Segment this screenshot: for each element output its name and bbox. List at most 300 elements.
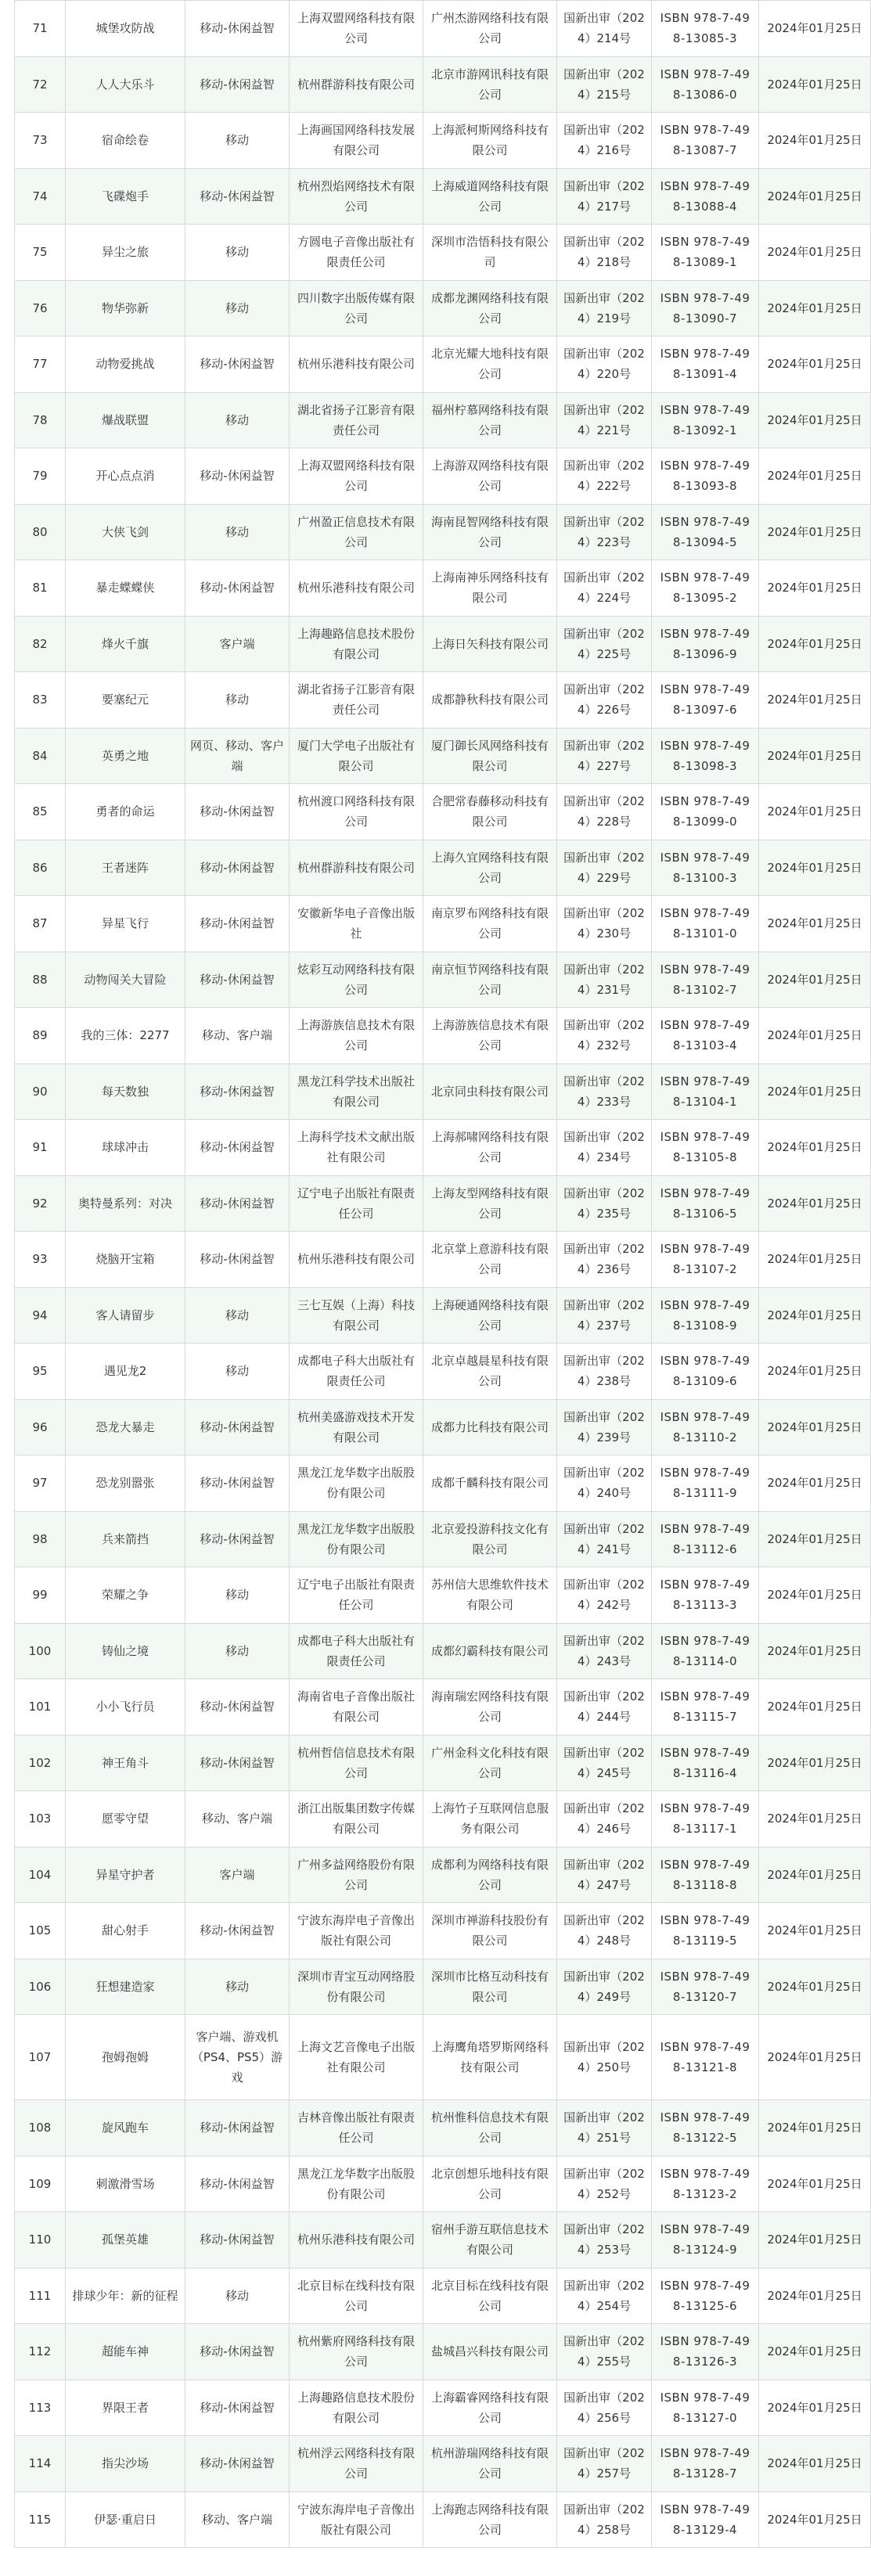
game-type-cell: 移动-休闲益智: [185, 2212, 290, 2268]
game-name-cell: 爆战联盟: [66, 392, 185, 448]
approval-date-cell: 2024年01月25日: [759, 1175, 871, 1232]
game-type-cell: 移动-休闲益智: [185, 784, 290, 840]
isbn-cell: ISBN 978-7-498-13116-4: [652, 1735, 759, 1791]
row-number-cell: 74: [15, 168, 66, 225]
approval-number-cell: 国新出审（2024）215号: [557, 56, 652, 113]
game-name-cell: 要塞纪元: [66, 672, 185, 729]
isbn-cell: ISBN 978-7-498-13102-7: [652, 952, 759, 1008]
table-row: [15, 952, 871, 1008]
game-name-cell: 大侠飞剑: [66, 504, 185, 560]
approval-date-cell: 2024年01月25日: [759, 1455, 871, 1512]
publisher-cell: 上海画国网络科技发展有限公司: [290, 113, 423, 169]
operator-cell: 杭州惟科信息技术有限公司: [423, 2100, 557, 2157]
game-type-cell: 移动-休闲益智: [185, 56, 290, 113]
game-name-cell: 旋风跑车: [66, 2100, 185, 2157]
game-type-cell: 移动-休闲益智: [185, 952, 290, 1008]
row-number-cell: 105: [15, 1903, 66, 1959]
table-row: [15, 168, 871, 225]
approval-number-cell: 国新出审（2024）218号: [557, 225, 652, 281]
table-row: [15, 1175, 871, 1232]
game-name-cell: 甜心射手: [66, 1903, 185, 1959]
isbn-cell: ISBN 978-7-498-13095-2: [652, 560, 759, 617]
isbn-cell: ISBN 978-7-498-13127-0: [652, 2380, 759, 2436]
game-name-cell: 神王角斗: [66, 1735, 185, 1791]
approval-number-cell: 国新出审（2024）219号: [557, 280, 652, 336]
isbn-cell: ISBN 978-7-498-13098-3: [652, 728, 759, 784]
game-name-cell: 奥特曼系列：对决: [66, 1175, 185, 1232]
game-name-cell: 小小飞行员: [66, 1679, 185, 1736]
isbn-cell: ISBN 978-7-498-13128-7: [652, 2436, 759, 2492]
row-number-cell: 94: [15, 1287, 66, 1344]
operator-cell: 深圳市浩悟科技有限公司: [423, 225, 557, 281]
publisher-cell: 上海文艺音像电子出版社有限公司: [290, 2015, 423, 2100]
publisher-cell: 黑龙江龙华数字出版股份有限公司: [290, 1511, 423, 1567]
publisher-cell: 上海科学技术文献出版社有限公司: [290, 1120, 423, 1176]
game-name-cell: 异尘之旅: [66, 225, 185, 281]
table-row: [15, 2324, 871, 2380]
table-row: [15, 1791, 871, 1847]
operator-cell: 成都龙渊网络科技有限公司: [423, 280, 557, 336]
operator-cell: 盐城昌兴科技有限公司: [423, 2324, 557, 2380]
approval-date-cell: 2024年01月25日: [759, 2212, 871, 2268]
table-body: [15, 1, 871, 2548]
operator-cell: 上海鹰角塔罗斯网络科技有限公司: [423, 2015, 557, 2100]
table-row: [15, 1455, 871, 1512]
game-name-cell: 烧脑开宝箱: [66, 1232, 185, 1288]
operator-cell: 宿州手游互联信息技术有限公司: [423, 2212, 557, 2268]
table-row: [15, 2380, 871, 2436]
game-type-cell: 移动-休闲益智: [185, 1735, 290, 1791]
game-type-cell: 移动-休闲益智: [185, 840, 290, 896]
operator-cell: 上海派柯斯网络科技有限公司: [423, 113, 557, 169]
publisher-cell: 宁波东海岸电子音像出版社有限公司: [290, 2491, 423, 2548]
game-name-cell: 飞碟炮手: [66, 168, 185, 225]
row-number-cell: 87: [15, 896, 66, 952]
publisher-cell: 成都电子科大出版社有限责任公司: [290, 1623, 423, 1679]
publisher-cell: 上海双盟网络科技有限公司: [290, 1, 423, 57]
operator-cell: 上海竹子互联网信息服务有限公司: [423, 1791, 557, 1847]
table-row: [15, 504, 871, 560]
row-number-cell: 90: [15, 1063, 66, 1120]
game-name-cell: 王者迷阵: [66, 840, 185, 896]
operator-cell: 上海硬通网络科技有限公司: [423, 1287, 557, 1344]
publisher-cell: 成都电子科大出版社有限责任公司: [290, 1344, 423, 1400]
row-number-cell: 71: [15, 1, 66, 57]
approval-number-cell: 国新出审（2024）255号: [557, 2324, 652, 2380]
table-row: [15, 392, 871, 448]
game-type-cell: 移动-休闲益智: [185, 2436, 290, 2492]
publisher-cell: 三七互娱（上海）科技有限公司: [290, 1287, 423, 1344]
isbn-cell: ISBN 978-7-498-13104-1: [652, 1063, 759, 1120]
game-name-cell: 孢姆孢姆: [66, 2015, 185, 2100]
game-name-cell: 刺激滑雪场: [66, 2156, 185, 2212]
approval-number-cell: 国新出审（2024）257号: [557, 2436, 652, 2492]
table-row: [15, 1959, 871, 2015]
row-number-cell: 72: [15, 56, 66, 113]
isbn-cell: ISBN 978-7-498-13091-4: [652, 336, 759, 393]
table-row: [15, 56, 871, 113]
row-number-cell: 112: [15, 2324, 66, 2380]
row-number-cell: 109: [15, 2156, 66, 2212]
table-row: [15, 1511, 871, 1567]
game-approval-table: [14, 0, 871, 2548]
table-row: [15, 1008, 871, 1064]
approval-date-cell: 2024年01月25日: [759, 1344, 871, 1400]
game-type-cell: 移动-休闲益智: [185, 2380, 290, 2436]
isbn-cell: ISBN 978-7-498-13100-3: [652, 840, 759, 896]
publisher-cell: 杭州哲信信息技术有限公司: [290, 1735, 423, 1791]
game-type-cell: 移动-休闲益智: [185, 1232, 290, 1288]
approval-number-cell: 国新出审（2024）230号: [557, 896, 652, 952]
isbn-cell: ISBN 978-7-498-13121-8: [652, 2015, 759, 2100]
row-number-cell: 85: [15, 784, 66, 840]
table-row: [15, 616, 871, 672]
row-number-cell: 76: [15, 280, 66, 336]
game-name-cell: 宿命绘卷: [66, 113, 185, 169]
isbn-cell: ISBN 978-7-498-13101-0: [652, 896, 759, 952]
approval-date-cell: 2024年01月25日: [759, 1959, 871, 2015]
isbn-cell: ISBN 978-7-498-13093-8: [652, 448, 759, 505]
row-number-cell: 114: [15, 2436, 66, 2492]
isbn-cell: ISBN 978-7-498-13111-9: [652, 1455, 759, 1512]
approval-number-cell: 国新出审（2024）234号: [557, 1120, 652, 1176]
table-row: [15, 1399, 871, 1455]
approval-date-cell: 2024年01月25日: [759, 448, 871, 505]
game-type-cell: 移动: [185, 672, 290, 729]
operator-cell: 北京创想乐地科技有限公司: [423, 2156, 557, 2212]
approval-number-cell: 国新出审（2024）214号: [557, 1, 652, 57]
table-row: [15, 1287, 871, 1344]
approval-number-cell: 国新出审（2024）258号: [557, 2491, 652, 2548]
publisher-cell: 广州盈正信息技术有限公司: [290, 504, 423, 560]
row-number-cell: 99: [15, 1567, 66, 1624]
publisher-cell: 浙江出版集团数字传媒有限公司: [290, 1791, 423, 1847]
game-type-cell: 移动-休闲益智: [185, 448, 290, 505]
game-type-cell: 移动: [185, 1567, 290, 1624]
game-type-cell: 移动-休闲益智: [185, 1063, 290, 1120]
approval-date-cell: 2024年01月25日: [759, 1679, 871, 1736]
publisher-cell: 杭州乐港科技有限公司: [290, 1232, 423, 1288]
game-type-cell: 移动-休闲益智: [185, 2100, 290, 2157]
game-type-cell: 移动、客户端: [185, 1008, 290, 1064]
game-name-cell: 超能车神: [66, 2324, 185, 2380]
approval-number-cell: 国新出审（2024）250号: [557, 2015, 652, 2100]
publisher-cell: 吉林音像出版社有限责任公司: [290, 2100, 423, 2157]
table-row: [15, 1623, 871, 1679]
approval-date-cell: 2024年01月25日: [759, 2015, 871, 2100]
approval-date-cell: 2024年01月25日: [759, 56, 871, 113]
game-name-cell: 铸仙之境: [66, 1623, 185, 1679]
row-number-cell: 93: [15, 1232, 66, 1288]
approval-number-cell: 国新出审（2024）252号: [557, 2156, 652, 2212]
game-type-cell: 客户端、游戏机（PS4、PS5）游戏: [185, 2015, 290, 2100]
approval-date-cell: 2024年01月25日: [759, 2100, 871, 2157]
row-number-cell: 80: [15, 504, 66, 560]
approval-number-cell: 国新出审（2024）232号: [557, 1008, 652, 1064]
table-row: [15, 1344, 871, 1400]
game-type-cell: 移动: [185, 392, 290, 448]
table-row: [15, 784, 871, 840]
row-number-cell: 95: [15, 1344, 66, 1400]
table-row: [15, 225, 871, 281]
approval-number-cell: 国新出审（2024）227号: [557, 728, 652, 784]
publisher-cell: 黑龙江龙华数字出版股份有限公司: [290, 1455, 423, 1512]
publisher-cell: 杭州群游科技有限公司: [290, 56, 423, 113]
row-number-cell: 107: [15, 2015, 66, 2100]
game-name-cell: 物华弥新: [66, 280, 185, 336]
game-type-cell: 移动-休闲益智: [185, 2324, 290, 2380]
operator-cell: 北京目标在线科技有限公司: [423, 2268, 557, 2324]
row-number-cell: 111: [15, 2268, 66, 2324]
operator-cell: 广州金科文化科技有限公司: [423, 1735, 557, 1791]
approval-number-cell: 国新出审（2024）253号: [557, 2212, 652, 2268]
game-name-cell: 遇见龙2: [66, 1344, 185, 1400]
publisher-cell: 上海趣路信息技术股份有限公司: [290, 2380, 423, 2436]
table-row: [15, 1903, 871, 1959]
game-type-cell: 移动-休闲益智: [185, 1120, 290, 1176]
isbn-cell: ISBN 978-7-498-13122-5: [652, 2100, 759, 2157]
game-type-cell: 移动: [185, 1959, 290, 2015]
table-row: [15, 1567, 871, 1624]
game-type-cell: 移动-休闲益智: [185, 896, 290, 952]
approval-number-cell: 国新出审（2024）229号: [557, 840, 652, 896]
isbn-cell: ISBN 978-7-498-13125-6: [652, 2268, 759, 2324]
publisher-cell: 宁波东海岸电子音像出版社有限公司: [290, 1903, 423, 1959]
table-row: [15, 728, 871, 784]
game-name-cell: 恐龙大暴走: [66, 1399, 185, 1455]
approval-number-cell: 国新出审（2024）238号: [557, 1344, 652, 1400]
table-row: [15, 1, 871, 57]
publisher-cell: 四川数字出版传媒有限公司: [290, 280, 423, 336]
operator-cell: 南京恒节网络科技有限公司: [423, 952, 557, 1008]
game-name-cell: 界限王者: [66, 2380, 185, 2436]
approval-date-cell: 2024年01月25日: [759, 280, 871, 336]
operator-cell: 上海跑志网络科技有限公司: [423, 2491, 557, 2548]
operator-cell: 成都静秋科技有限公司: [423, 672, 557, 729]
approval-number-cell: 国新出审（2024）223号: [557, 504, 652, 560]
operator-cell: 杭州游瑞网络科技有限公司: [423, 2436, 557, 2492]
operator-cell: 上海游双网络科技有限公司: [423, 448, 557, 505]
approval-number-cell: 国新出审（2024）235号: [557, 1175, 652, 1232]
operator-cell: 上海威道网络科技有限公司: [423, 168, 557, 225]
game-type-cell: 移动-休闲益智: [185, 1455, 290, 1512]
approval-date-cell: 2024年01月25日: [759, 1623, 871, 1679]
approval-number-cell: 国新出审（2024）217号: [557, 168, 652, 225]
operator-cell: 福州柠慕网络科技有限公司: [423, 392, 557, 448]
isbn-cell: ISBN 978-7-498-13094-5: [652, 504, 759, 560]
approval-date-cell: 2024年01月25日: [759, 1847, 871, 1903]
operator-cell: 成都千麟科技有限公司: [423, 1455, 557, 1512]
operator-cell: 合肥常春藤移动科技有限公司: [423, 784, 557, 840]
approval-number-cell: 国新出审（2024）226号: [557, 672, 652, 729]
publisher-cell: 杭州群游科技有限公司: [290, 840, 423, 896]
game-type-cell: 移动-休闲益智: [185, 336, 290, 393]
table-row: [15, 448, 871, 505]
isbn-cell: ISBN 978-7-498-13105-8: [652, 1120, 759, 1176]
publisher-cell: 方圆电子音像出版社有限责任公司: [290, 225, 423, 281]
approval-number-cell: 国新出审（2024）225号: [557, 616, 652, 672]
isbn-cell: ISBN 978-7-498-13126-3: [652, 2324, 759, 2380]
approval-number-cell: 国新出审（2024）239号: [557, 1399, 652, 1455]
approval-date-cell: 2024年01月25日: [759, 168, 871, 225]
approval-number-cell: 国新出审（2024）222号: [557, 448, 652, 505]
operator-cell: 北京掌上意游科技有限公司: [423, 1232, 557, 1288]
row-number-cell: 102: [15, 1735, 66, 1791]
publisher-cell: 上海双盟网络科技有限公司: [290, 448, 423, 505]
game-name-cell: 异星飞行: [66, 896, 185, 952]
game-type-cell: 移动-休闲益智: [185, 1399, 290, 1455]
game-type-cell: 移动: [185, 113, 290, 169]
table-row: [15, 2212, 871, 2268]
approval-number-cell: 国新出审（2024）248号: [557, 1903, 652, 1959]
table-row: [15, 1679, 871, 1736]
publisher-cell: 杭州乐港科技有限公司: [290, 336, 423, 393]
publisher-cell: 辽宁电子出版社有限责任公司: [290, 1567, 423, 1624]
publisher-cell: 杭州乐港科技有限公司: [290, 2212, 423, 2268]
approval-date-cell: 2024年01月25日: [759, 1063, 871, 1120]
publisher-cell: 杭州美盛游戏技术开发有限公司: [290, 1399, 423, 1455]
operator-cell: 北京市游网讯科技有限公司: [423, 56, 557, 113]
publisher-cell: 上海游族信息技术有限公司: [290, 1008, 423, 1064]
game-name-cell: 客人请留步: [66, 1287, 185, 1344]
game-type-cell: 移动-休闲益智: [185, 560, 290, 617]
approval-number-cell: 国新出审（2024）254号: [557, 2268, 652, 2324]
game-type-cell: 移动-休闲益智: [185, 1175, 290, 1232]
isbn-cell: ISBN 978-7-498-13097-6: [652, 672, 759, 729]
approval-date-cell: 2024年01月25日: [759, 2324, 871, 2380]
game-type-cell: 移动: [185, 280, 290, 336]
approval-number-cell: 国新出审（2024）221号: [557, 392, 652, 448]
operator-cell: 成都力比科技有限公司: [423, 1399, 557, 1455]
game-type-cell: 移动-休闲益智: [185, 168, 290, 225]
approval-number-cell: 国新出审（2024）247号: [557, 1847, 652, 1903]
row-number-cell: 106: [15, 1959, 66, 2015]
table-row: [15, 113, 871, 169]
approval-number-cell: 国新出审（2024）246号: [557, 1791, 652, 1847]
isbn-cell: ISBN 978-7-498-13103-4: [652, 1008, 759, 1064]
approval-date-cell: 2024年01月25日: [759, 784, 871, 840]
publisher-cell: 杭州浮云网络科技有限公司: [290, 2436, 423, 2492]
game-name-cell: 勇者的命运: [66, 784, 185, 840]
operator-cell: 南京罗布网络科技有限公司: [423, 896, 557, 952]
operator-cell: 上海日矢科技有限公司: [423, 616, 557, 672]
approval-date-cell: 2024年01月25日: [759, 840, 871, 896]
game-type-cell: 移动、客户端: [185, 1791, 290, 1847]
approval-number-cell: 国新出审（2024）220号: [557, 336, 652, 393]
row-number-cell: 96: [15, 1399, 66, 1455]
publisher-cell: 黑龙江龙华数字出版股份有限公司: [290, 2156, 423, 2212]
game-type-cell: 移动、客户端: [185, 2491, 290, 2548]
isbn-cell: ISBN 978-7-498-13106-5: [652, 1175, 759, 1232]
game-type-cell: 移动: [185, 1344, 290, 1400]
table-row: [15, 672, 871, 729]
approval-number-cell: 国新出审（2024）243号: [557, 1623, 652, 1679]
table-row: [15, 1063, 871, 1120]
row-number-cell: 83: [15, 672, 66, 729]
operator-cell: 深圳市比格互动科技有限公司: [423, 1959, 557, 2015]
approval-number-cell: 国新出审（2024）242号: [557, 1567, 652, 1624]
operator-cell: 上海游族信息技术有限公司: [423, 1008, 557, 1064]
game-name-cell: 每天数独: [66, 1063, 185, 1120]
isbn-cell: ISBN 978-7-498-13108-9: [652, 1287, 759, 1344]
row-number-cell: 100: [15, 1623, 66, 1679]
game-type-cell: 移动: [185, 225, 290, 281]
row-number-cell: 75: [15, 225, 66, 281]
row-number-cell: 81: [15, 560, 66, 617]
publisher-cell: 深圳市青宝互动网络股份有限公司: [290, 1959, 423, 2015]
game-name-cell: 恐龙别嚣张: [66, 1455, 185, 1512]
game-type-cell: 移动-休闲益智: [185, 1511, 290, 1567]
isbn-cell: ISBN 978-7-498-13119-5: [652, 1903, 759, 1959]
approval-date-cell: 2024年01月25日: [759, 1120, 871, 1176]
approval-date-cell: 2024年01月25日: [759, 1511, 871, 1567]
operator-cell: 北京光耀大地科技有限公司: [423, 336, 557, 393]
approval-date-cell: 2024年01月25日: [759, 2380, 871, 2436]
approval-date-cell: 2024年01月25日: [759, 1287, 871, 1344]
publisher-cell: 炫彩互动网络科技有限公司: [290, 952, 423, 1008]
game-type-cell: 移动: [185, 1623, 290, 1679]
table-row: [15, 2491, 871, 2548]
publisher-cell: 广州多益网络股份有限公司: [290, 1847, 423, 1903]
approval-date-cell: 2024年01月25日: [759, 2156, 871, 2212]
row-number-cell: 84: [15, 728, 66, 784]
approval-date-cell: 2024年01月25日: [759, 1791, 871, 1847]
approval-date-cell: 2024年01月25日: [759, 225, 871, 281]
row-number-cell: 104: [15, 1847, 66, 1903]
table-row: [15, 560, 871, 617]
isbn-cell: ISBN 978-7-498-13118-8: [652, 1847, 759, 1903]
publisher-cell: 黑龙江科学技术出版社有限公司: [290, 1063, 423, 1120]
game-type-cell: 移动: [185, 1287, 290, 1344]
row-number-cell: 92: [15, 1175, 66, 1232]
row-number-cell: 86: [15, 840, 66, 896]
game-name-cell: 狂想建造家: [66, 1959, 185, 2015]
table-row: [15, 336, 871, 393]
game-type-cell: 移动-休闲益智: [185, 1, 290, 57]
row-number-cell: 79: [15, 448, 66, 505]
approval-number-cell: 国新出审（2024）224号: [557, 560, 652, 617]
table-row: [15, 1232, 871, 1288]
game-name-cell: 动物爱挑战: [66, 336, 185, 393]
game-type-cell: 移动-休闲益智: [185, 1903, 290, 1959]
isbn-cell: ISBN 978-7-498-13109-6: [652, 1344, 759, 1400]
game-name-cell: 愿零守望: [66, 1791, 185, 1847]
row-number-cell: 115: [15, 2491, 66, 2548]
operator-cell: 上海久宜网络科技有限公司: [423, 840, 557, 896]
approval-number-cell: 国新出审（2024）240号: [557, 1455, 652, 1512]
approval-date-cell: 2024年01月25日: [759, 504, 871, 560]
approval-number-cell: 国新出审（2024）249号: [557, 1959, 652, 2015]
isbn-cell: ISBN 978-7-498-13124-9: [652, 2212, 759, 2268]
table-row: [15, 2268, 871, 2324]
approval-date-cell: 2024年01月25日: [759, 952, 871, 1008]
approval-date-cell: 2024年01月25日: [759, 1008, 871, 1064]
operator-cell: 上海郝啸网络科技有限公司: [423, 1120, 557, 1176]
isbn-cell: ISBN 978-7-498-13090-7: [652, 280, 759, 336]
approval-date-cell: 2024年01月25日: [759, 1903, 871, 1959]
approval-number-cell: 国新出审（2024）216号: [557, 113, 652, 169]
publisher-cell: 杭州紫府网络科技有限公司: [290, 2324, 423, 2380]
isbn-cell: ISBN 978-7-498-13120-7: [652, 1959, 759, 2015]
game-type-cell: 客户端: [185, 1847, 290, 1903]
approval-number-cell: 国新出审（2024）236号: [557, 1232, 652, 1288]
game-name-cell: 排球少年：新的征程: [66, 2268, 185, 2324]
table-row: [15, 840, 871, 896]
approval-date-cell: 2024年01月25日: [759, 1567, 871, 1624]
isbn-cell: ISBN 978-7-498-13092-1: [652, 392, 759, 448]
approval-date-cell: 2024年01月25日: [759, 896, 871, 952]
isbn-cell: ISBN 978-7-498-13088-4: [652, 168, 759, 225]
